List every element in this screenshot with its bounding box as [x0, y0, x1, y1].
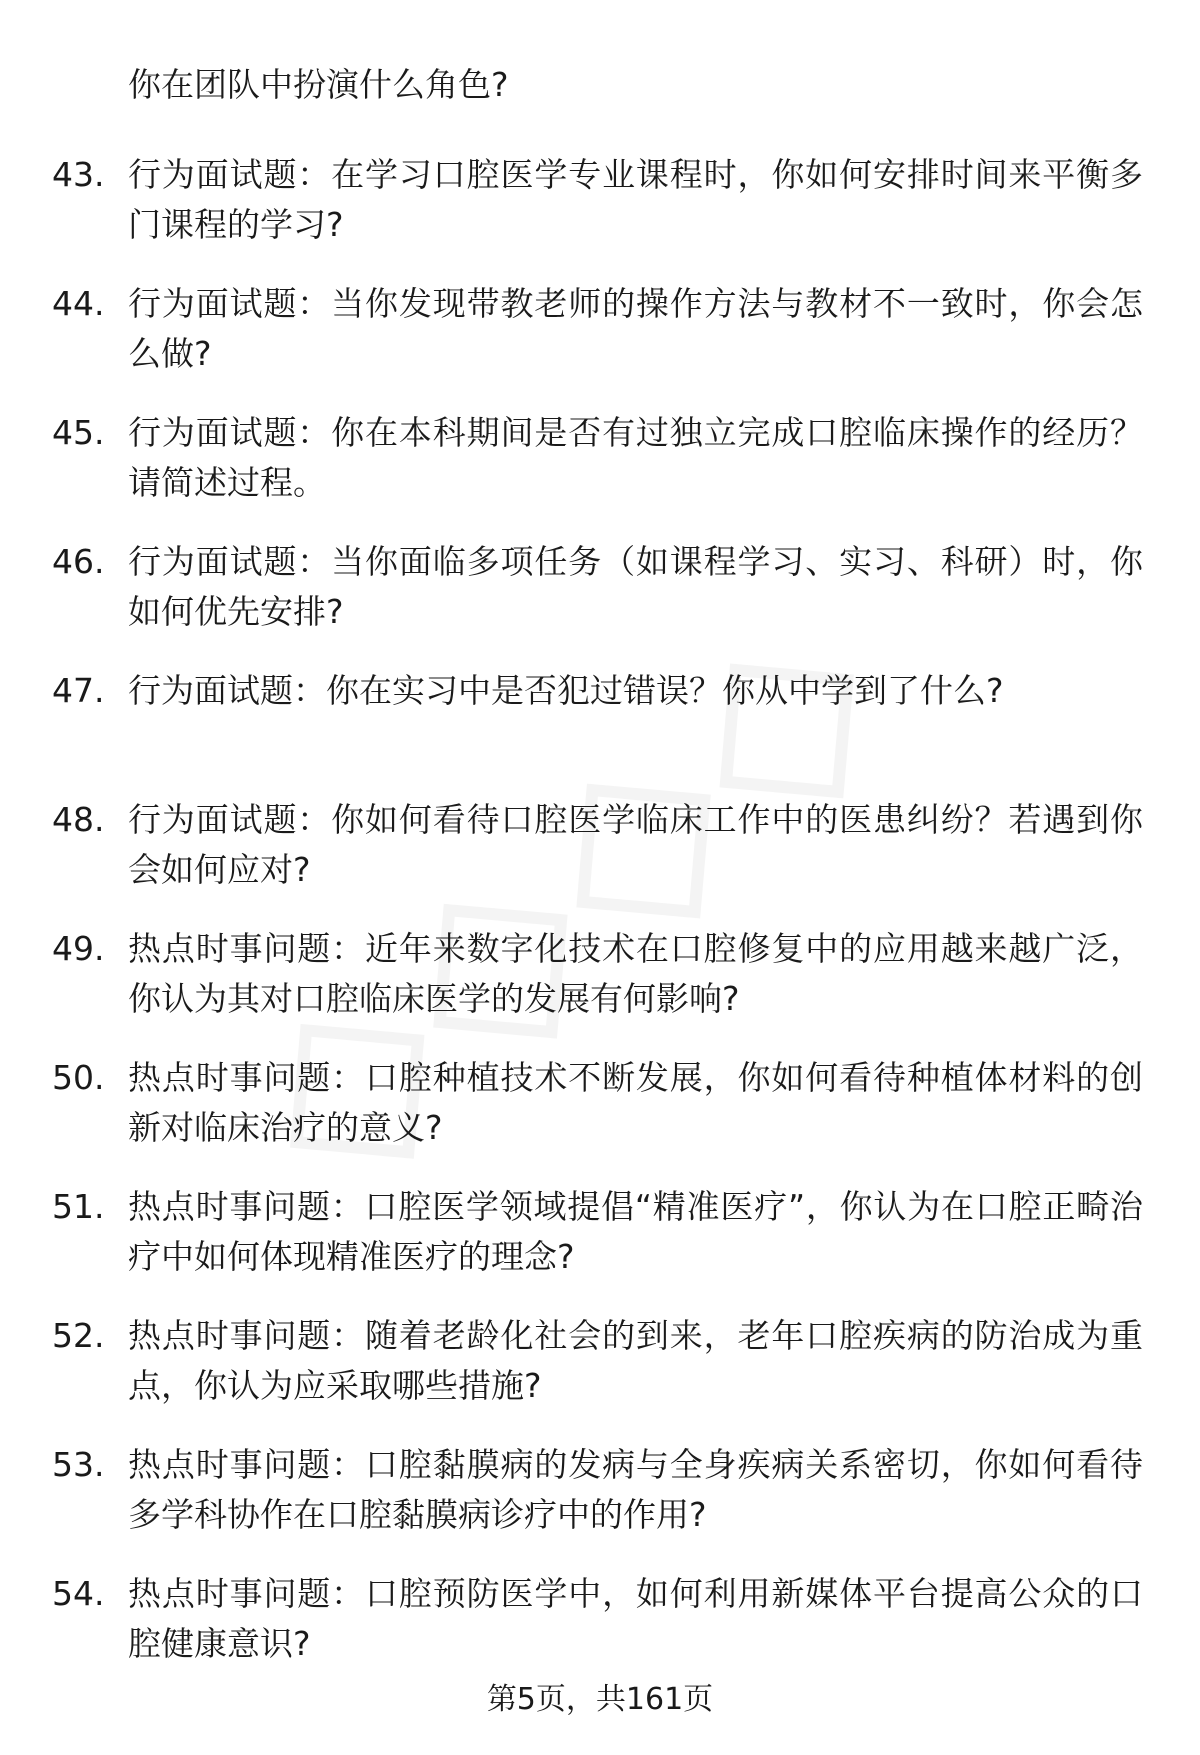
question-number: 46.: [52, 542, 105, 581]
question-item: [0, 795, 1200, 924]
question-text: 热点时事问题：口腔预防医学中，如何利用新媒体平台提高公众的口腔健康意识?: [128, 1574, 1143, 1663]
question-item: [0, 1440, 1200, 1569]
question-number: 49.: [52, 929, 105, 968]
question-text: 行为面试题：在学习口腔医学专业课程时，你如何安排时间来平衡多门课程的学习?: [128, 155, 1143, 244]
question-text: 行为面试题：你如何看待口腔医学临床工作中的医患纠纷？若遇到你会如何应对?: [128, 800, 1143, 889]
question-number: 47.: [52, 671, 105, 710]
question-number: 53.: [52, 1445, 105, 1484]
question-item: [0, 150, 1200, 279]
question-item: [0, 1569, 1200, 1698]
question-item: [0, 1311, 1200, 1440]
question-text: 热点时事问题：口腔医学领域提倡“精准医疗”，你认为在口腔正畸治疗中如何体现精准医疗的理念?: [128, 1187, 1143, 1276]
question-item: [0, 1182, 1200, 1311]
question-text: 热点时事问题：口腔种植技术不断发展，你如何看待种植体材料的创新对临床治疗的意义?: [128, 1058, 1143, 1147]
question-number: 45.: [52, 413, 105, 452]
question-item: [0, 408, 1200, 537]
question-text: 行为面试题：你在本科期间是否有过独立完成口腔临床操作的经历？请简述过程。: [128, 413, 1143, 502]
question-item: [0, 924, 1200, 1053]
question-text: 行为面试题：当你面临多项任务（如课程学习、实习、科研）时，你如何优先安排?: [128, 542, 1143, 631]
question-number: 54.: [52, 1574, 105, 1613]
question-item: [0, 1053, 1200, 1182]
question-list: [0, 150, 1200, 1698]
question-item: [0, 666, 1200, 795]
question-continuation: 你在团队中扮演什么角色?: [128, 65, 509, 104]
question-number: 52.: [52, 1316, 105, 1355]
question-item: [0, 279, 1200, 408]
question-text: 热点时事问题：随着老龄化社会的到来，老年口腔疾病的防治成为重点，你认为应采取哪些措施?: [128, 1316, 1143, 1405]
question-text: 行为面试题：你在实习中是否犯过错误？你从中学到了什么?: [128, 671, 1004, 710]
question-number: 50.: [52, 1058, 105, 1097]
question-text: 热点时事问题：口腔黏膜病的发病与全身疾病关系密切，你如何看待多学科协作在口腔黏膜病诊疗中的作用?: [128, 1445, 1143, 1534]
question-text: 行为面试题：当你发现带教老师的操作方法与教材不一致时，你会怎么做?: [128, 284, 1143, 373]
question-number: 43.: [52, 155, 105, 194]
question-number: 51.: [52, 1187, 105, 1226]
question-number: 48.: [52, 800, 105, 839]
question-number: 44.: [52, 284, 105, 323]
page-number: 第5页，共161页: [486, 1682, 714, 1717]
question-text: 热点时事问题：近年来数字化技术在口腔修复中的应用越来越广泛，你认为其对口腔临床医学的发展有何影响?: [128, 929, 1143, 1018]
question-item: [0, 537, 1200, 666]
